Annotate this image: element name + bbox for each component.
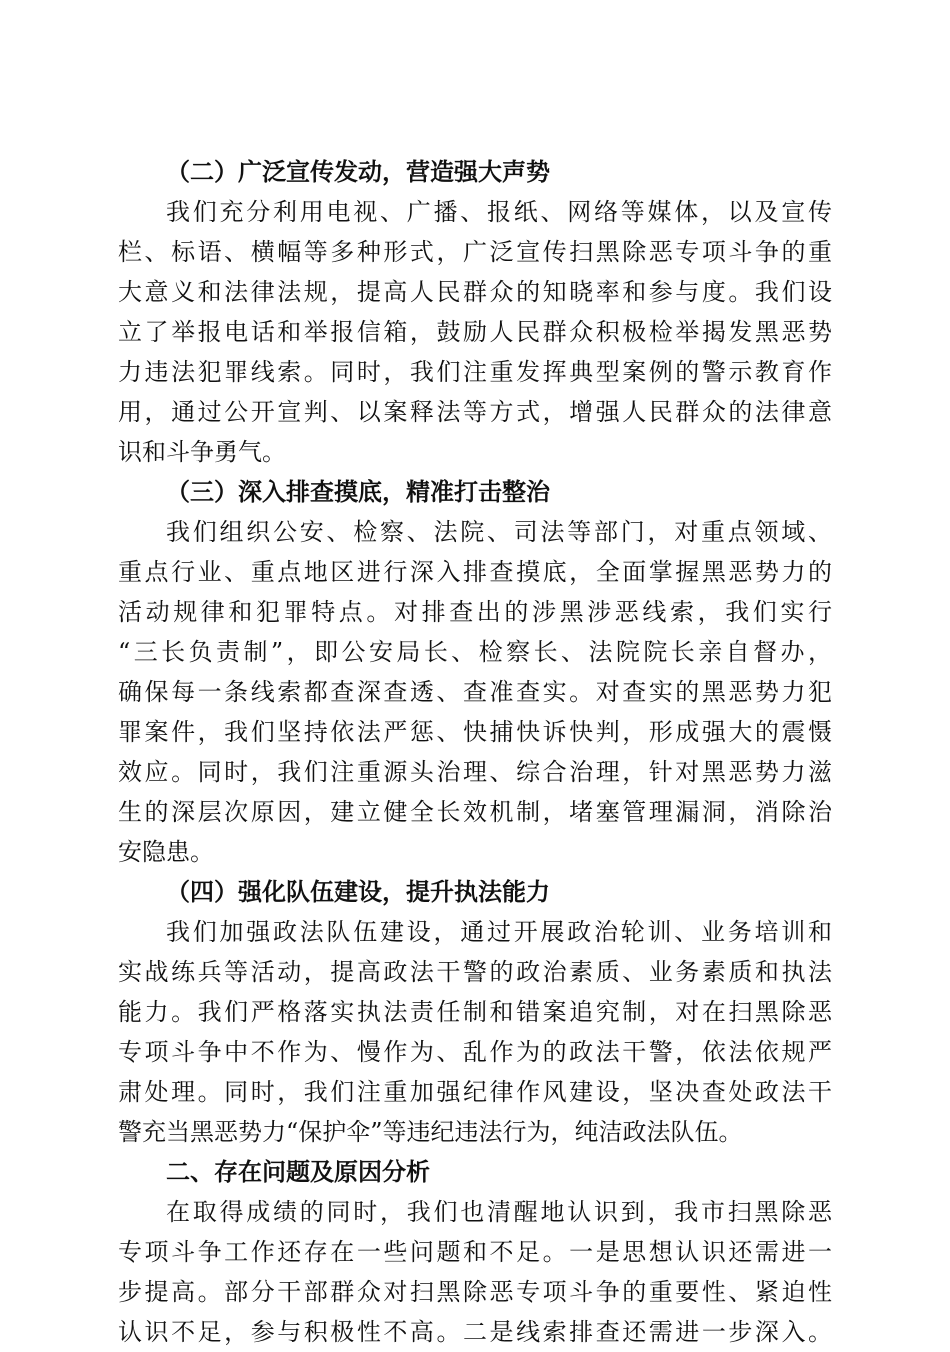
- section-heading-publicity: （二）广泛宣传发动，营造强大声势: [166, 157, 550, 186]
- paragraph-publicity: [118, 192, 832, 472]
- text-line: 罪案件，我们坚持依法严惩、快捕快诉快判，形成强大的震慑: [118, 718, 832, 746]
- text-line: 实战练兵等活动，提高政法干警的政治素质、业务素质和执法: [118, 958, 832, 986]
- text-line: 识和斗争勇气。: [118, 438, 286, 466]
- paragraph-investigation: [118, 512, 832, 872]
- text-line: 重点行业、重点地区进行深入排查摸底，全面掌握黑恶势力的: [118, 558, 832, 586]
- text-line: 认识不足，参与积极性不高。二是线索排查还需进一步深入。: [118, 1318, 832, 1346]
- text-line: 能力。我们严格落实执法责任制和错案追究制，对在扫黑除恶: [118, 998, 832, 1026]
- text-line: “三长负责制”，即公安局长、检察长、法院院长亲自督办，: [118, 638, 832, 666]
- text-line: 大意义和法律法规，提高人民群众的知晓率和参与度。我们设: [118, 278, 832, 306]
- text-line: 我们充分利用电视、广播、报纸、网络等媒体，以及宣传: [166, 198, 832, 226]
- text-line: 我们加强政法队伍建设，通过开展政治轮训、业务培训和: [166, 918, 832, 946]
- text-line: 我们组织公安、检察、法院、司法等部门，对重点领域、: [166, 518, 832, 546]
- text-line: 安隐患。: [118, 838, 214, 866]
- paragraph-problems: [118, 1192, 832, 1352]
- text-line: 立了举报电话和举报信箱，鼓励人民群众积极检举揭发黑恶势: [118, 318, 832, 346]
- text-line: 力违法犯罪线索。同时，我们注重发挥典型案例的警示教育作: [118, 358, 832, 386]
- document-body: [118, 152, 832, 1352]
- text-line: 在取得成绩的同时，我们也清醒地认识到，我市扫黑除恶: [166, 1198, 832, 1226]
- text-line: 生的深层次原因，建立健全长效机制，堵塞管理漏洞，消除治: [118, 798, 832, 826]
- paragraph-team-building: [118, 912, 832, 1152]
- text-line: 肃处理。同时，我们注重加强纪律作风建设，坚决查处政法干: [118, 1078, 832, 1106]
- text-line: 活动规律和犯罪特点。对排查出的涉黑涉恶线索，我们实行: [118, 598, 832, 626]
- text-line: 步提高。部分干部群众对扫黑除恶专项斗争的重要性、紧迫性: [118, 1278, 832, 1306]
- text-line: 警充当黑恶势力“保护伞”等违纪违法行为，纯洁政法队伍。: [118, 1118, 743, 1146]
- text-line: 栏、标语、横幅等多种形式，广泛宣传扫黑除恶专项斗争的重: [118, 238, 832, 266]
- text-line: 效应。同时，我们注重源头治理、综合治理，针对黑恶势力滋: [118, 758, 832, 786]
- text-line: 确保每一条线索都查深查透、查准查实。对查实的黑恶势力犯: [118, 678, 832, 706]
- text-line: 专项斗争中不作为、慢作为、乱作为的政法干警，依法依规严: [118, 1038, 832, 1066]
- section-heading-problems: 二、存在问题及原因分析: [166, 1158, 430, 1186]
- section-heading-investigation: （三）深入排查摸底，精准打击整治: [166, 477, 550, 506]
- text-line: 专项斗争工作还存在一些问题和不足。一是思想认识还需进一: [118, 1238, 832, 1266]
- section-heading-team-building: （四）强化队伍建设，提升执法能力: [166, 877, 550, 906]
- text-line: 用，通过公开宣判、以案释法等方式，增强人民群众的法律意: [118, 398, 832, 426]
